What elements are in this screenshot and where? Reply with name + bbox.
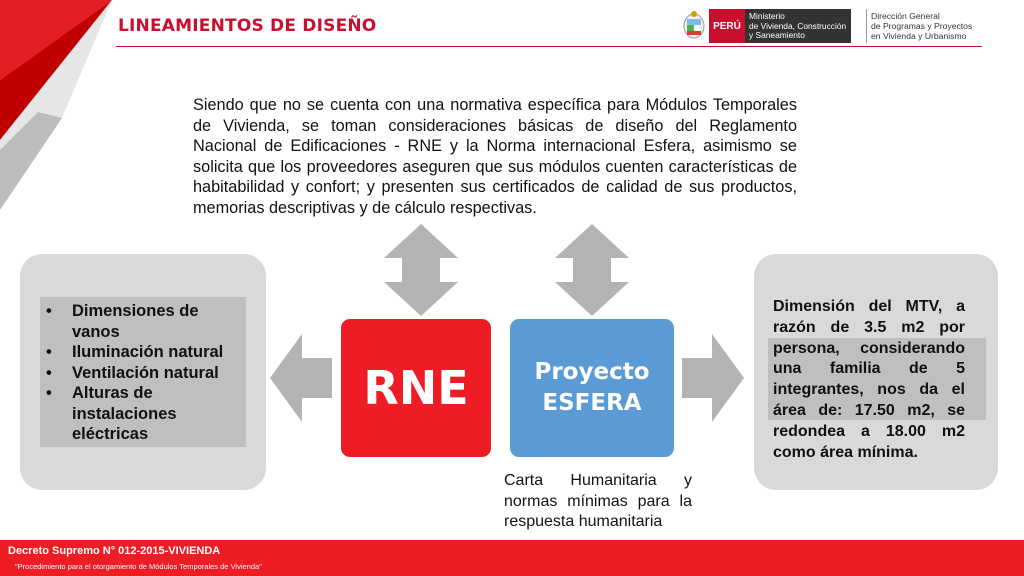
logo-ministry-line: de Vivienda, Construcción: [749, 20, 847, 31]
logo-direction: [866, 9, 984, 43]
logo-direction-line: Dirección General: [871, 11, 940, 21]
page-title: LINEAMIENTOS DE DISEÑO: [118, 16, 377, 36]
list-item: • Alturas de instalaciones eléctricas: [42, 383, 242, 445]
arrow-right: [682, 334, 744, 422]
footer-decree: Decreto Supremo N° 012-2015-VIVIENDA: [8, 545, 221, 557]
double-arrow-rne: [384, 224, 458, 316]
esfera-box: [510, 319, 674, 457]
esfera-box-line1: Proyecto: [534, 359, 650, 385]
logo-ministry-line: y Saneamiento: [749, 30, 805, 40]
logo-ministry-line: Ministerio: [749, 11, 785, 21]
list-item: • Iluminación natural: [42, 342, 242, 363]
coat-of-arms-icon: [681, 9, 707, 41]
list-item: • Ventilación natural: [42, 363, 242, 384]
area-calculation-text: Dimensión del MTV, a razón de 3.5 m2 por persona, considerando una familia de 5 integrantes, nos da el área de: 17.50 m2, se redondea a 18.00 m2 como área mínima.: [773, 298, 965, 461]
logo-direction-line: en Vivienda y Urbanismo: [871, 31, 967, 41]
logo-direction-line: de Programas y Proyectos: [871, 21, 973, 31]
footer-subtitle: "Procedimiento para el otorgamiento de Módulos Temporales de Vivienda": [15, 562, 262, 571]
list-item: • Dimensiones de vanos: [42, 301, 242, 342]
rne-criteria-list: [42, 301, 242, 445]
header-divider: [116, 46, 982, 47]
arrow-left: [270, 334, 332, 422]
intro-paragraph: Siendo que no se cuenta con una normativa específica para Módulos Temporales de Vivienda, se toman consideraciones básicas de diseño del Reglamento Nacional de Edificaciones - RNE y la Norma internacional Esfera, asimismo se solicita que los proveedores aseguren que sus módulos cuenten características de habitabilidad y confort; y presenten sus certificados de calidad de sus productos, memorias descriptivas y de cálculo respectivas.: [193, 96, 797, 217]
esfera-box-line2: ESFERA: [542, 390, 642, 416]
logo-peru: PERÚ: [709, 9, 745, 43]
logo-ministry: [745, 9, 851, 43]
rne-box: RNE: [341, 319, 491, 457]
esfera-caption: Carta Humanitaria y normas mínimas para la respuesta humanitaria: [504, 472, 692, 530]
double-arrow-esfera: [555, 224, 629, 316]
